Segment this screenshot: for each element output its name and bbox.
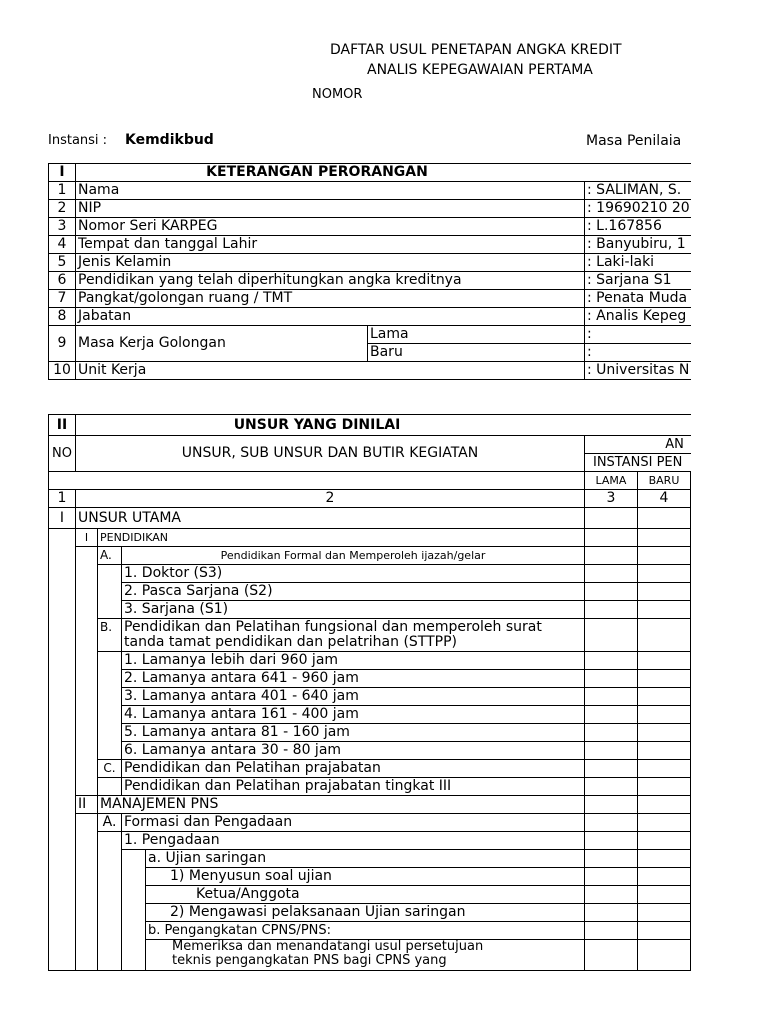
col-number-3: 3 — [585, 490, 638, 508]
cell — [638, 886, 691, 904]
cell — [691, 670, 692, 688]
cell — [691, 706, 692, 724]
cell — [638, 904, 691, 922]
cell — [585, 547, 638, 565]
row-value: : SALIMAN, S. — [585, 182, 692, 200]
b-label — [122, 619, 585, 652]
cell — [585, 565, 638, 583]
cell — [691, 529, 692, 547]
formal-row — [49, 547, 692, 565]
c-item: Pendidikan dan Pelatihan prajabatan tingkat III — [122, 778, 585, 796]
b-item-row — [49, 688, 692, 706]
keterangan-perorangan-table — [48, 163, 691, 380]
cell — [638, 724, 691, 742]
cell — [638, 565, 691, 583]
mengawasi-label: 2) Mengawasi pelaksanaan Ujian saringan — [146, 904, 585, 922]
b-label-line-2: tanda tamat pendidikan dan pelatrihan (STTPP) — [124, 634, 457, 650]
cell — [638, 547, 691, 565]
unsur-utama-row — [49, 508, 692, 529]
cell — [691, 652, 692, 670]
row-value: : L.167856 — [585, 218, 692, 236]
manajemen-label: MANAJEMEN PNS — [98, 796, 585, 814]
cell — [691, 601, 692, 619]
ujian-label: a. Ujian saringan — [146, 850, 585, 868]
row-value: : 19690210 20 — [585, 200, 692, 218]
b-item-row — [49, 670, 692, 688]
col-number-2: 2 — [76, 490, 585, 508]
row-value: : Universitas N — [585, 362, 692, 380]
cell — [585, 529, 638, 547]
section1-roman: I — [49, 164, 76, 182]
cell — [691, 922, 692, 940]
cell — [691, 778, 692, 796]
row-value: : Analis Kepeg — [585, 308, 692, 326]
unsur-utama-no: I — [49, 508, 76, 529]
a-item-row — [49, 601, 692, 619]
cell — [585, 742, 638, 760]
cell — [691, 742, 692, 760]
cell — [691, 724, 692, 742]
masa-kerja-baru: Baru — [368, 344, 585, 362]
a-letter: A. — [98, 547, 122, 565]
cell — [638, 529, 691, 547]
cell — [585, 832, 638, 850]
a-item: 3. Sarjana (S1) — [122, 601, 585, 619]
row-label: NIP — [76, 200, 585, 218]
row-value: : Penata Muda — [585, 290, 692, 308]
row-value: : Sarjana S1 — [585, 272, 692, 290]
lama-header: LAMA — [585, 472, 638, 490]
cell — [585, 922, 638, 940]
row-pangkat — [49, 290, 692, 308]
manajemen-row — [49, 796, 692, 814]
unsur-utama-label: UNSUR UTAMA — [76, 508, 585, 529]
cell — [691, 904, 692, 922]
header-spacer — [49, 472, 585, 490]
angka-kredit-header: AN — [585, 436, 692, 454]
cell — [585, 601, 638, 619]
row-no: 9 — [49, 326, 76, 362]
row-label: Nomor Seri KARPEG — [76, 218, 585, 236]
row-nama — [49, 182, 692, 200]
cell — [691, 868, 692, 886]
menyusun-label: 1) Menyusun soal ujian — [146, 868, 585, 886]
row-no: 1 — [49, 182, 76, 200]
masa-kerja-lama: Lama — [368, 326, 585, 344]
indent-column — [76, 547, 98, 796]
ujian-row — [49, 850, 692, 868]
formasi-row — [49, 814, 692, 832]
pengadaan-label: 1. Pengadaan — [122, 832, 585, 850]
nomor-label: NOMOR — [312, 87, 363, 102]
cell — [585, 724, 638, 742]
row-jenis-kelamin — [49, 254, 692, 272]
cell — [638, 832, 691, 850]
memeriksa-line-2: teknis pengangkatan PNS bagi CPNS yang — [172, 953, 447, 968]
c-item-row — [49, 778, 692, 796]
b-item-row — [49, 724, 692, 742]
title-line-2: ANALIS KEPEGAWAIAN PERTAMA — [367, 62, 593, 78]
row-no: 7 — [49, 290, 76, 308]
mengawasi-row — [49, 904, 692, 922]
unsur-dinilai-table — [48, 414, 691, 971]
cell — [691, 940, 692, 971]
cell — [638, 814, 691, 832]
row-no: 3 — [49, 218, 76, 236]
cell — [638, 796, 691, 814]
b-item: 1. Lamanya lebih dari 960 jam — [122, 652, 585, 670]
row-unit-kerja — [49, 362, 692, 380]
row-label: Unit Kerja — [76, 362, 585, 380]
section2-title: UNSUR YANG DINILAI — [76, 415, 692, 436]
pendidikan-label: PENDIDIKAN — [98, 529, 585, 547]
b-letter: B. — [98, 619, 122, 652]
instansi-label: Instansi : — [48, 133, 108, 148]
b-row — [49, 619, 692, 652]
cell — [585, 850, 638, 868]
no-column — [49, 529, 76, 971]
instansi-value: Kemdikbud — [125, 132, 214, 148]
cell — [585, 778, 638, 796]
cell — [585, 886, 638, 904]
cell — [585, 760, 638, 778]
cell — [691, 814, 692, 832]
cell — [691, 508, 692, 529]
b-item: 5. Lamanya antara 81 - 160 jam — [122, 724, 585, 742]
row-no: 6 — [49, 272, 76, 290]
cell — [638, 652, 691, 670]
cell — [691, 688, 692, 706]
cell — [585, 706, 638, 724]
cell — [638, 688, 691, 706]
row-label: Jenis Kelamin — [76, 254, 585, 272]
row-ttl — [49, 236, 692, 254]
cell — [585, 619, 638, 652]
cell — [638, 922, 691, 940]
pengadaan-row — [49, 832, 692, 850]
a-item: 2. Pasca Sarjana (S2) — [122, 583, 585, 601]
row-label: Nama — [76, 182, 585, 200]
cell — [638, 760, 691, 778]
cell — [691, 565, 692, 583]
a-item-row — [49, 565, 692, 583]
cell — [585, 796, 638, 814]
cell — [585, 688, 638, 706]
c-row — [49, 760, 692, 778]
b-item-row — [49, 742, 692, 760]
cell — [691, 850, 692, 868]
row-pendidikan — [49, 272, 692, 290]
row-no: 4 — [49, 236, 76, 254]
cell — [638, 601, 691, 619]
letter-column — [98, 652, 122, 760]
pendidikan-row — [49, 529, 692, 547]
masa-kerja-label: Masa Kerja Golongan — [76, 326, 368, 362]
row-nip — [49, 200, 692, 218]
cell — [638, 619, 691, 652]
letter-column — [98, 832, 122, 971]
section1-title: KETERANGAN PERORANGAN — [76, 164, 692, 182]
unsur-header: UNSUR, SUB UNSUR DAN BUTIR KEGIATAN — [76, 436, 585, 472]
masa-kerja-baru-value: : — [585, 344, 692, 362]
col-number-5 — [691, 490, 692, 508]
b-label-line-1: Pendidikan dan Pelatihan fungsional dan memperoleh surat — [124, 619, 542, 635]
a-label: Pendidikan Formal dan Memperoleh ijazah/gelar — [122, 547, 585, 565]
row-no: 2 — [49, 200, 76, 218]
row-label: Jabatan — [76, 308, 585, 326]
cell — [585, 814, 638, 832]
row-no: 10 — [49, 362, 76, 380]
row-value: : Laki-laki — [585, 254, 692, 272]
row-value: : Banyubiru, 1 — [585, 236, 692, 254]
pendidikan-no: I — [76, 529, 98, 547]
b-item: 4. Lamanya antara 161 - 400 jam — [122, 706, 585, 724]
cell — [638, 670, 691, 688]
col-number-1: 1 — [49, 490, 76, 508]
memeriksa-row — [49, 940, 692, 971]
c-letter: C. — [98, 760, 122, 778]
cell — [638, 583, 691, 601]
masa-kerja-lama-value: : — [585, 326, 692, 344]
row-karpeg — [49, 218, 692, 236]
b-item-row — [49, 706, 692, 724]
row-masa-kerja-lama — [49, 326, 692, 344]
cell — [691, 796, 692, 814]
row-jabatan — [49, 308, 692, 326]
row-no: 5 — [49, 254, 76, 272]
cell — [585, 652, 638, 670]
indent-column — [76, 814, 98, 971]
blank-header — [691, 472, 692, 490]
cell — [691, 760, 692, 778]
b-item-row — [49, 652, 692, 670]
cell — [585, 670, 638, 688]
row-label: Tempat dan tanggal Lahir — [76, 236, 585, 254]
section2-roman: II — [49, 415, 76, 436]
no-header: NO — [49, 436, 76, 472]
a-item-row — [49, 583, 692, 601]
cell — [691, 886, 692, 904]
b-item: 2. Lamanya antara 641 - 960 jam — [122, 670, 585, 688]
m-a-letter: A. — [98, 814, 122, 832]
pengangkatan-label: b. Pengangkatan CPNS/PNS: — [146, 922, 585, 940]
cell — [585, 583, 638, 601]
masa-penilaian-label: Masa Penilaia — [586, 133, 682, 149]
letter-column — [98, 565, 122, 619]
cell — [691, 583, 692, 601]
a-item: 1. Doktor (S3) — [122, 565, 585, 583]
cell — [691, 832, 692, 850]
letter-column — [98, 778, 122, 796]
cell — [691, 547, 692, 565]
row-label: Pendidikan yang telah diperhitungkan angka kreditnya — [76, 272, 585, 290]
cell — [638, 742, 691, 760]
baru-header: BARU — [638, 472, 691, 490]
cell — [585, 940, 638, 971]
m-a-label: Formasi dan Pengadaan — [122, 814, 585, 832]
col-number-4: 4 — [638, 490, 691, 508]
sub-column — [122, 850, 146, 971]
memeriksa-label — [146, 940, 585, 971]
cell — [638, 940, 691, 971]
cell — [585, 508, 638, 529]
ketua-label: Ketua/Anggota — [146, 886, 585, 904]
cell — [585, 868, 638, 886]
ketua-row — [49, 886, 692, 904]
c-label: Pendidikan dan Pelatihan prajabatan — [122, 760, 585, 778]
pengangkatan-row — [49, 922, 692, 940]
cell — [638, 868, 691, 886]
b-item: 3. Lamanya antara 401 - 640 jam — [122, 688, 585, 706]
cell — [585, 904, 638, 922]
b-item: 6. Lamanya antara 30 - 80 jam — [122, 742, 585, 760]
cell — [638, 850, 691, 868]
instansi-pengusul-header: INSTANSI PEN — [585, 454, 692, 472]
memeriksa-line-1: Memeriksa dan menandatangi usul persetujuan — [172, 939, 484, 954]
row-no: 8 — [49, 308, 76, 326]
manajemen-no: II — [76, 796, 98, 814]
cell — [638, 706, 691, 724]
menyusun-row — [49, 868, 692, 886]
title-line-1: DAFTAR USUL PENETAPAN ANGKA KREDIT — [330, 42, 622, 58]
row-label: Pangkat/golongan ruang / TMT — [76, 290, 585, 308]
cell — [638, 508, 691, 529]
cell — [638, 778, 691, 796]
cell — [691, 619, 692, 652]
